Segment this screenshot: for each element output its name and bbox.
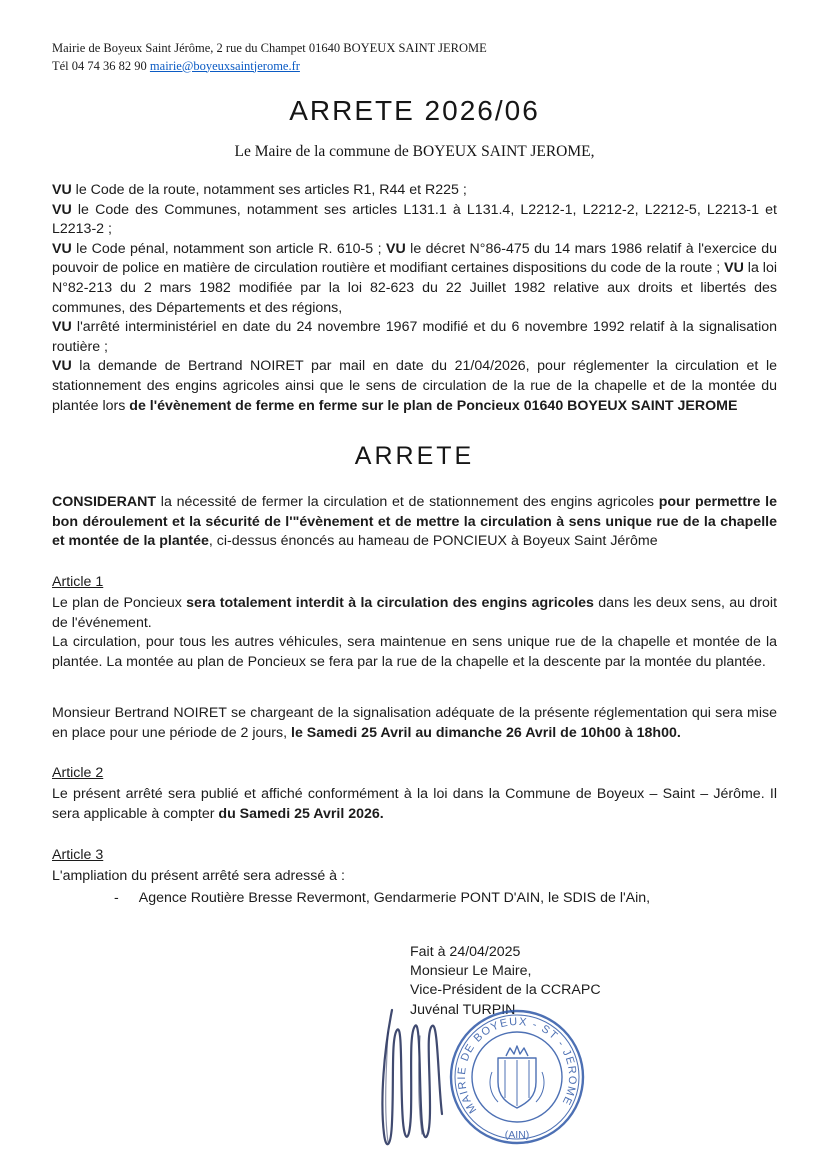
letterhead-phone: Tél 04 74 36 82 90 [52, 58, 150, 73]
stamp-ring-text: MAIRIE DE BOYEUX - ST - JEROME [455, 1015, 579, 1116]
signature-name: Juvénal TURPIN [410, 1001, 516, 1018]
article-3-heading: Article 3 [52, 846, 104, 863]
article-1-paragraph-2: La circulation, pour tous les autres véhicules, sera maintenue en sens unique rue de la chapelle et montée de la plantée. La montée au plan de Poncieux se fera par la rue de la chapelle et la descente par la montée du plantée. [52, 634, 777, 670]
signature-title: Monsieur Le Maire, [410, 963, 532, 980]
letterhead-address: Mairie de Boyeux Saint Jérôme, 2 rue du Champet 01640 BOYEUX SAINT JEROME [52, 41, 487, 55]
article-2 [52, 765, 777, 824]
article-1 [52, 574, 777, 672]
article-3 [52, 847, 777, 909]
signature-role: Vice-Président de la CCRAPC [410, 982, 601, 999]
letterhead [52, 40, 777, 75]
page-title: ARRETE 2026/06 [289, 95, 540, 126]
article-3-bullet-item [52, 889, 777, 909]
section-title-arrete: ARRETE [354, 442, 475, 471]
official-stamp [442, 1002, 592, 1152]
article-1-paragraph-1: Le plan de Poncieux sera totalement interdit à la circulation des engins agricoles dans les deux sens, au droit de l'événement. [52, 594, 778, 631]
vu-clauses-block [52, 181, 777, 416]
article-3-paragraph-1: L'ampliation du présent arrêté sera adressé à : [52, 867, 345, 884]
letterhead-contact [52, 58, 777, 76]
coat-of-arms-icon [490, 1046, 544, 1108]
stamp-bottom-text: (AIN) [504, 1129, 530, 1141]
article-2-paragraph-1: Le présent arrêté sera publié et affiché conformément à la loi dans la Commune de Boyeux – Saint – Jérôme. Il sera applicable à compter du Samedi 25 Avril 2026. [52, 786, 777, 823]
considerant-paragraph: CONSIDERANT la nécessité de fermer la circulation et de stationnement des engins agricoles pour permettre le bon déroulement et la sécurité de l'"évènement et de mettre la circulation à sens unique rue de la chapelle et montée de la plantée, ci-dessus énoncés au hameau de PONCIEUX à Boyeux Saint Jérôme [52, 494, 777, 550]
article-1-heading: Article 1 [52, 573, 104, 590]
signature-date: Fait à 24/04/2025 [410, 943, 521, 960]
vu-clause-3: VU le Code pénal, notamment son article R. 610-5 ; VU le décret N°86-475 du 14 mars 1986 relatif à l'exercice du pouvoir de police en matière de circulation routière et modifiant certaines dispositions du code de la route ; VU la loi N°82-213 du 2 mars 1982 modifiée par la loi 82-623 du 22 Juillet 1982 relative aux droits et libertés des communes, des Départements et des régions, [52, 240, 777, 316]
vu-clause-2: VU le Code des Communes, notamment ses articles L131.1 à L131.4, L2212-1, L2212-2, L2212-5, L2213-1 et L2213-2 ; [52, 201, 777, 238]
signalisation-paragraph: Monsieur Bertrand NOIRET se chargeant de la signalisation adéquate de la présente réglementation qui sera mise en place pour une période de 2 jours, le Samedi 25 Avril au dimanche 26 Avril de 10h00 à 18h00. [52, 705, 777, 741]
vu-clause-1: VU le Code de la route, notamment ses articles R1, R44 et R225 ; [52, 182, 467, 198]
bullet-text: Agence Routière Bresse Revermont, Gendarmerie PONT D'AIN, le SDIS de l'Ain, [138, 890, 651, 907]
mayor-subtitle: Le Maire de la commune de BOYEUX SAINT JEROME, [234, 143, 595, 160]
vu-clause-4: VU l'arrêté interministériel en date du 24 novembre 1967 modifié et du 6 novembre 1992 relatif à la signalisation routière ; [52, 319, 777, 355]
stamp-and-signature-area [352, 996, 642, 1170]
email-link[interactable]: mairie@boyeuxsaintjerome.fr [149, 58, 300, 73]
article-2-heading: Article 2 [52, 765, 104, 782]
vu-clause-5: VU la demande de Bertrand NOIRET par mail en date du 21/04/2026, pour réglementer la circulation et le stationnement des engins agricoles ainsi que le sens de circulation de la rue de la chapelle et de la montée du plantée lors de l'évènement de ferme en ferme sur le plan de Poncieux 01640 BOYEUX SAINT JEROME [52, 358, 777, 414]
bullet-dash: - [114, 890, 119, 907]
